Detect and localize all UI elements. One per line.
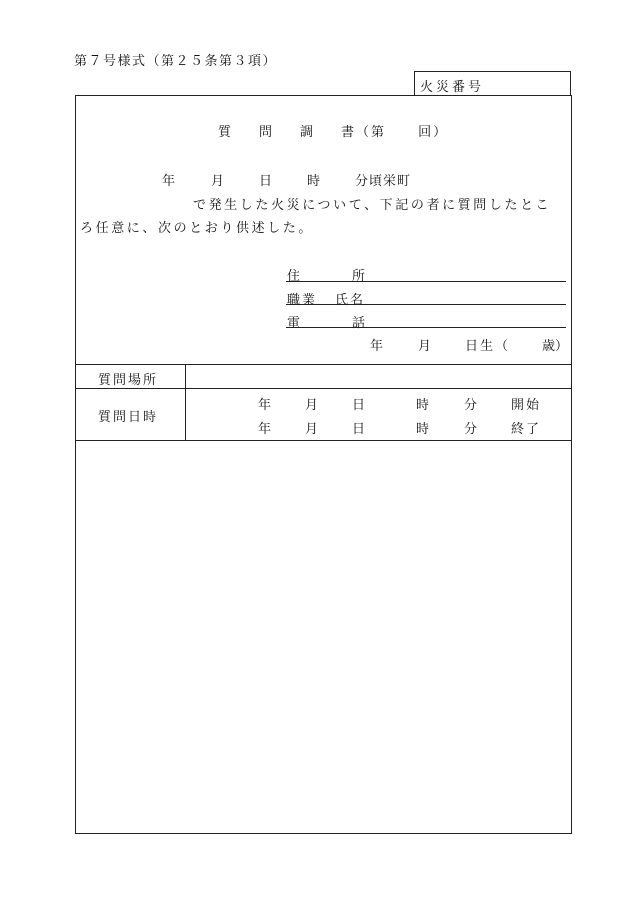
start-hour: 時: [416, 398, 430, 413]
title-char-4: 書（第: [341, 125, 387, 140]
statement-line-2: ろ任意に、次のとおり供述した。: [80, 221, 315, 236]
end-month: 月: [305, 422, 319, 437]
incident-month: 月: [211, 174, 225, 189]
start-minute: 分: [464, 398, 478, 413]
title-char-5: 回）: [418, 125, 449, 140]
phone-line[interactable]: [286, 327, 566, 328]
incident-minute-place: 分頃栄町: [355, 174, 412, 189]
fire-number-box[interactable]: [414, 71, 571, 95]
fire-number-label: 火災番号: [420, 80, 485, 95]
occupation-label: 職業: [287, 293, 318, 308]
question-datetime-label: 質問日時: [98, 410, 159, 425]
statement-line-1: で発生した火災について、下記の者に質問したとこ: [193, 198, 552, 213]
occupation-name-line[interactable]: [286, 304, 566, 305]
end-year: 年: [258, 422, 272, 437]
start-year: 年: [258, 398, 272, 413]
form-number: 第７号様式（第２５条第３項）: [74, 54, 278, 69]
name-label: 氏名: [335, 293, 366, 308]
end-status: 終了: [511, 422, 542, 437]
end-minute: 分: [464, 422, 478, 437]
incident-day: 日: [259, 174, 273, 189]
question-place-label: 質問場所: [98, 373, 159, 388]
incident-hour: 時: [307, 174, 321, 189]
phone-label-1: 電: [287, 316, 301, 331]
title-char-2: 問: [259, 125, 275, 140]
title-char-3: 調: [300, 125, 316, 140]
address-line[interactable]: [286, 281, 566, 282]
start-day: 日: [352, 398, 366, 413]
question-place-field[interactable]: [186, 365, 571, 388]
end-day: 日: [352, 422, 366, 437]
birth-month: 月: [418, 339, 432, 354]
incident-year: 年: [162, 174, 176, 189]
end-hour: 時: [416, 422, 430, 437]
age-label: 歳）: [542, 339, 569, 354]
statement-body-area[interactable]: [76, 441, 571, 833]
address-label-1: 住: [287, 269, 301, 284]
title-char-1: 質: [218, 125, 234, 140]
birth-day: 日生（: [465, 339, 511, 354]
start-status: 開始: [511, 398, 542, 413]
table-row-divider: [75, 388, 572, 389]
address-label-2: 所: [352, 269, 366, 284]
start-month: 月: [305, 398, 319, 413]
document-title: [218, 121, 448, 140]
birth-year: 年: [370, 339, 384, 354]
phone-label-2: 話: [352, 316, 366, 331]
